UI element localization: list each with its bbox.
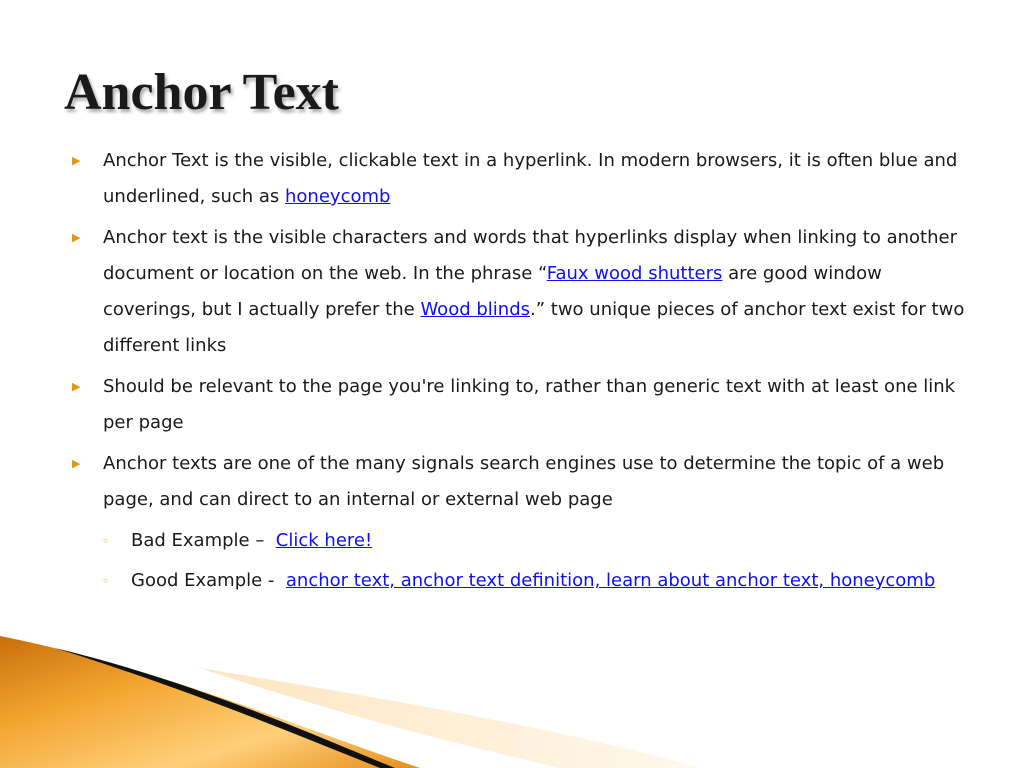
triangle-right-icon: ▶: [72, 154, 81, 167]
bullet-text: Anchor text is the visible characters and words that hyperlinks display when linking to another document or location on the web. In the phrase “: [103, 227, 957, 284]
sub-item-label: Good Example -: [131, 570, 286, 591]
ring-icon: ◦: [102, 574, 110, 588]
slide-title: Anchor Text: [64, 64, 339, 121]
triangle-right-icon: ▶: [72, 457, 81, 470]
triangle-right-icon: ▶: [72, 231, 81, 244]
decorative-swoosh: [0, 628, 1024, 768]
bullet-item-3: [72, 369, 972, 441]
bullet-item-1: [72, 143, 972, 215]
click-here-link[interactable]: Click here!: [275, 530, 373, 551]
bullet-text: Should be relevant to the page you're linking to, rather than generic text with at least one link per page: [103, 376, 956, 433]
anchor-text-keywords-link[interactable]: anchor text, anchor text definition, learn about anchor text, honeycomb: [285, 570, 936, 591]
bullet-item-4: [72, 446, 972, 518]
sub-item-bad-example: [72, 523, 972, 559]
bullet-text: are good window coverings, but I actually prefer the: [103, 263, 882, 320]
bullet-list: [72, 143, 972, 603]
sub-item-label: Bad Example –: [131, 530, 276, 551]
triangle-right-icon: ▶: [72, 380, 81, 393]
ring-icon: ◦: [102, 534, 110, 548]
bullet-item-2: [72, 220, 972, 364]
bullet-text: Anchor texts are one of the many signals search engines use to determine the topic of a web page, and can direct to an internal or external web page: [103, 453, 945, 510]
wood-blinds-link[interactable]: Wood blinds: [420, 299, 530, 320]
sub-item-good-example: [72, 563, 972, 599]
bullet-text: Anchor Text is the visible, clickable text in a hyperlink. In modern browsers, it is often blue and underlined, such as: [103, 150, 958, 207]
faux-wood-shutters-link[interactable]: Faux wood shutters: [546, 263, 723, 284]
honeycomb-link[interactable]: honeycomb: [285, 186, 391, 207]
bullet-text: .” two unique pieces of anchor text exist for two different links: [103, 299, 965, 356]
